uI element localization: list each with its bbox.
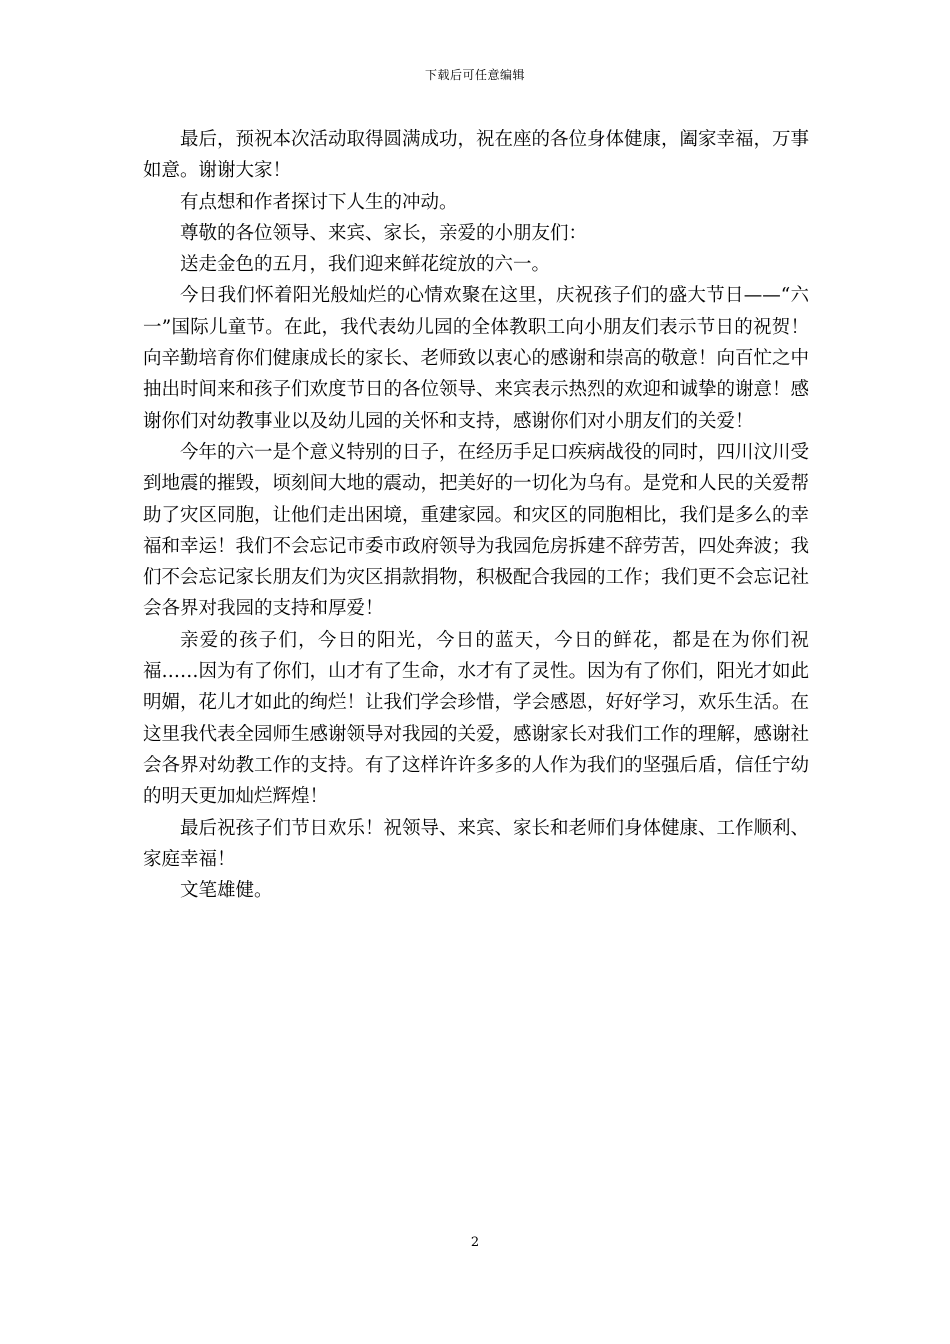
- paragraph-opening: 送走金色的五月，我们迎来鲜花绽放的六一。: [180, 254, 551, 276]
- document-body: [143, 124, 809, 906]
- page-header: 下载后可任意编辑: [424, 68, 525, 82]
- page-number: 2: [470, 1235, 480, 1250]
- paragraph-remark: 文笔雄健。: [180, 880, 273, 902]
- paragraph-closing-wishes: 最后，预祝本次活动取得圆满成功，祝在座的各位身体健康，阖家幸福，万事如意。谢谢大家！: [143, 129, 810, 182]
- paragraph-comment: 有点想和作者探讨下人生的冲动。: [180, 191, 458, 213]
- paragraph-salutation: 尊敬的各位领导、来宾、家长，亲爱的小朋友们：: [180, 222, 588, 244]
- paragraph-children: 亲爱的孩子们，今日的阳光，今日的蓝天，今日的鲜花，都是在为你们祝福……因为有了你们，山才有了生命，水才有了灵性。因为有了你们，阳光才如此明媚，花儿才如此的绚烂！让我们学会珍惜，学会感恩，好好学习，欢乐生活。在这里我代表全园师生感谢领导对我园的关爱，感谢家长对我们工作的理解，感谢社会各界对幼教工作的支持。有了这样许许多多的人作为我们的坚强后盾，信任宁幼的明天更加灿烂辉煌！: [143, 629, 810, 808]
- paragraph-special-year: 今年的六一是个意义特别的日子，在经历手足口疾病战役的同时，四川汶川受到地震的摧毁，顷刻间大地的震动，把美好的一切化为乌有。是党和人民的关爱帮助了灾区同胞，让他们走出困境，重建家园。和灾区的同胞相比，我们是多么的幸福和幸运！我们不会忘记市委市政府领导为我园危房拆建不辞劳苦，四处奔波；我们不会忘记家长朋友们为灾区捐款捐物，积极配合我园的工作；我们更不会忘记社会各界对我园的支持和厚爱！: [143, 441, 810, 620]
- paragraph-final-wishes: 最后祝孩子们节日欢乐！祝领导、来宾、家长和老师们身体健康、工作顺利、家庭幸福！: [143, 817, 810, 870]
- paragraph-celebration: 今日我们怀着阳光般灿烂的心情欢聚在这里，庆祝孩子们的盛大节日——“六一”国际儿童节。在此，我代表幼儿园的全体教职工向小朋友们表示节日的祝贺！向辛勤培育你们健康成长的家长、老师致以衷心的感谢和崇高的敬意！向百忙之中抽出时间来和孩子们欢度节日的各位领导、来宾表示热烈的欢迎和诚挚的谢意！感谢你们对幼教事业以及幼儿园的关怀和支持，感谢你们对小朋友们的关爱！: [143, 285, 810, 432]
